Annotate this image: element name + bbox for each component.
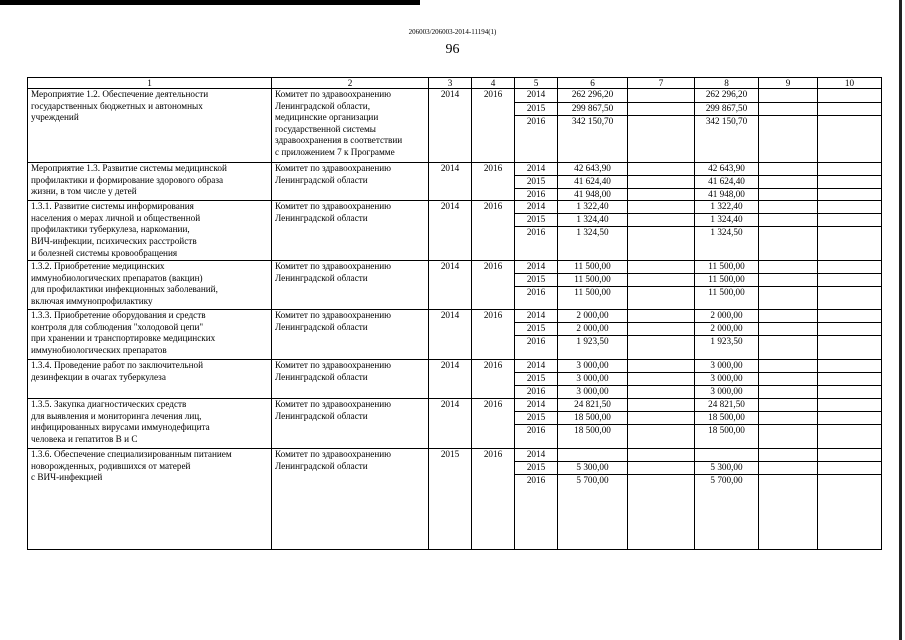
description-line: человека и гепатитов В и С <box>31 433 138 444</box>
col7-value <box>628 323 695 336</box>
col8-value: 11 500,00 <box>695 274 759 287</box>
col8-value: 1 324,40 <box>695 214 759 227</box>
executor-line: Ленинградской области <box>275 410 368 421</box>
col9-value <box>759 475 818 550</box>
col10-value <box>818 201 882 214</box>
executor-line: Комитет по здравоохранению <box>275 201 392 212</box>
description-line: 1.3.6. Обеспечение специализированным питанием <box>31 449 232 460</box>
year: 2014 <box>515 89 558 103</box>
description-line: 1.3.5. Закупка диагностических средств <box>31 399 187 410</box>
year: 2014 <box>515 261 558 274</box>
col8-value: 1 322,40 <box>695 201 759 214</box>
col10-value <box>818 360 882 373</box>
col9-value <box>759 201 818 214</box>
executor-line: Ленинградской области, <box>275 100 371 111</box>
executor <box>272 449 429 550</box>
description-line: Мероприятие 1.3. Развитие системы медицинской <box>31 163 227 173</box>
description-line: 1.3.1. Развитие системы информирования <box>31 201 194 212</box>
table-row <box>28 163 882 176</box>
start-year: 2014 <box>429 310 472 360</box>
col10-value <box>818 176 882 189</box>
col10-value <box>818 274 882 287</box>
col9-value <box>759 412 818 425</box>
year: 2016 <box>515 188 558 201</box>
total-amount: 42 643,90 <box>558 163 628 176</box>
col8-value: 1 923,50 <box>695 336 759 360</box>
scan-top-edge <box>0 0 420 5</box>
col8-value: 2 000,00 <box>695 323 759 336</box>
start-year: 2015 <box>429 449 472 550</box>
col9-value <box>759 373 818 386</box>
column-header: 4 <box>472 78 515 89</box>
description-line: иммунобиологических препаратов (вакцин) <box>31 272 203 283</box>
col10-value <box>818 163 882 176</box>
description-line: для профилактики инфекционных заболеваний, <box>31 284 218 295</box>
col9-value <box>759 261 818 274</box>
executor-line: Комитет по здравоохранению <box>275 449 392 460</box>
col7-value <box>628 89 695 103</box>
col9-value <box>759 274 818 287</box>
col10-value <box>818 103 882 116</box>
col9-value <box>759 89 818 103</box>
year: 2014 <box>515 163 558 176</box>
col9-value <box>759 425 818 449</box>
year: 2014 <box>515 310 558 323</box>
column-header: 10 <box>818 78 882 89</box>
document-id: 206003/206003-2014-11194(1) <box>408 28 497 36</box>
total-amount: 11 500,00 <box>558 274 628 287</box>
executor-line: Ленинградской области <box>275 460 368 471</box>
column-header: 2 <box>272 78 429 89</box>
description-line: профилактики и формирование здорового образа <box>31 174 224 185</box>
activity-description <box>28 399 272 449</box>
total-amount: 1 322,40 <box>558 201 628 214</box>
page-number: 96 <box>445 42 460 57</box>
col9-value <box>759 103 818 116</box>
col7-value <box>628 103 695 116</box>
col8-value: 1 324,50 <box>695 227 759 261</box>
col9-value <box>759 227 818 261</box>
col7-value <box>628 373 695 386</box>
col7-value <box>628 449 695 462</box>
col8-value: 11 500,00 <box>695 287 759 310</box>
executor <box>272 89 429 163</box>
end-year: 2016 <box>472 310 515 360</box>
year: 2016 <box>515 287 558 310</box>
col7-value <box>628 163 695 176</box>
column-header: 3 <box>429 78 472 89</box>
col8-value: 262 296,20 <box>695 89 759 103</box>
column-header: 7 <box>628 78 695 89</box>
year: 2015 <box>515 462 558 475</box>
activity-description <box>28 163 272 201</box>
executor-line: Ленинградской области <box>275 371 368 382</box>
start-year: 2014 <box>429 89 472 163</box>
end-year: 2016 <box>472 201 515 261</box>
start-year: 2014 <box>429 360 472 399</box>
total-amount: 1 324,50 <box>558 227 628 261</box>
col7-value <box>628 399 695 412</box>
total-amount: 24 821,50 <box>558 399 628 412</box>
executor-line: Комитет по здравоохранению <box>275 399 392 410</box>
year: 2014 <box>515 360 558 373</box>
end-year: 2016 <box>472 163 515 201</box>
col9-value <box>759 336 818 360</box>
executor <box>272 261 429 310</box>
col10-value <box>818 399 882 412</box>
col9-value <box>759 386 818 399</box>
col10-value <box>818 310 882 323</box>
col8-value: 5 700,00 <box>695 475 759 550</box>
col7-value <box>628 386 695 399</box>
scan-right-edge <box>899 0 902 640</box>
col10-value <box>818 412 882 425</box>
description-line: 1.3.3. Приобретение оборудования и средств <box>31 310 206 321</box>
col7-value <box>628 227 695 261</box>
executor-line: Комитет по здравоохранению <box>275 89 392 99</box>
col10-value <box>818 287 882 310</box>
total-amount: 11 500,00 <box>558 287 628 310</box>
col7-value <box>628 425 695 449</box>
activity-description <box>28 360 272 399</box>
year: 2015 <box>515 274 558 287</box>
description-line: инфицированных вирусами иммунодефицита <box>31 422 210 433</box>
col7-value <box>628 261 695 274</box>
executor <box>272 360 429 399</box>
col9-value <box>759 360 818 373</box>
executor-line: Ленинградской области <box>275 272 368 283</box>
col7-value <box>628 475 695 550</box>
year: 2016 <box>515 336 558 360</box>
year: 2015 <box>515 176 558 189</box>
executor-line: Ленинградской области <box>275 321 368 332</box>
description-line: государственных бюджетных и автономных <box>31 100 203 111</box>
col9-value <box>759 188 818 201</box>
table-row <box>28 310 882 323</box>
description-line: для выявления и мониторинга лечения лиц, <box>31 410 202 421</box>
col10-value <box>818 214 882 227</box>
header-row <box>28 78 882 89</box>
col10-value <box>818 89 882 103</box>
description-line: дезинфекции в очагах туберкулеза <box>31 371 166 382</box>
total-amount: 5 300,00 <box>558 462 628 475</box>
end-year: 2016 <box>472 449 515 550</box>
table-row <box>28 261 882 274</box>
executor-line: с приложением 7 к Программе <box>275 146 395 157</box>
total-amount: 299 867,50 <box>558 103 628 116</box>
total-amount: 3 000,00 <box>558 373 628 386</box>
col8-value: 2 000,00 <box>695 310 759 323</box>
col7-value <box>628 116 695 163</box>
total-amount: 2 000,00 <box>558 323 628 336</box>
end-year: 2016 <box>472 89 515 163</box>
description-line: при хранении и транспортировке медицинских <box>31 333 216 344</box>
executor <box>272 201 429 261</box>
description-line: включая иммунопрофилактику <box>31 295 153 306</box>
total-amount: 2 000,00 <box>558 310 628 323</box>
col10-value <box>818 462 882 475</box>
executor-line: медицинские организации <box>275 112 379 123</box>
executor-line: здравоохранения в соответствии <box>275 135 403 146</box>
year: 2016 <box>515 386 558 399</box>
col9-value <box>759 163 818 176</box>
end-year: 2016 <box>472 360 515 399</box>
col9-value <box>759 399 818 412</box>
col8-value: 3 000,00 <box>695 386 759 399</box>
col10-value <box>818 116 882 163</box>
col10-value <box>818 386 882 399</box>
col8-value: 3 000,00 <box>695 360 759 373</box>
description-line: ВИЧ-инфекции, психических расстройств <box>31 235 197 246</box>
description-line: новорожденных, родившихся от матерей <box>31 460 191 471</box>
year: 2014 <box>515 399 558 412</box>
col8-value: 18 500,00 <box>695 425 759 449</box>
end-year: 2016 <box>472 399 515 449</box>
total-amount: 1 923,50 <box>558 336 628 360</box>
executor-line: Комитет по здравоохранению <box>275 261 392 272</box>
col9-value <box>759 176 818 189</box>
activity-description <box>28 449 272 550</box>
col7-value <box>628 287 695 310</box>
total-amount: 3 000,00 <box>558 360 628 373</box>
col9-value <box>759 462 818 475</box>
description-line: иммунобиологических препаратов <box>31 344 167 355</box>
col9-value <box>759 323 818 336</box>
year: 2014 <box>515 449 558 462</box>
activity-description <box>28 261 272 310</box>
start-year: 2014 <box>429 201 472 261</box>
year: 2016 <box>515 227 558 261</box>
col7-value <box>628 214 695 227</box>
year: 2016 <box>515 425 558 449</box>
col10-value <box>818 323 882 336</box>
program-table <box>27 77 882 550</box>
description-line: контроля для соблюдения "холодовой цепи" <box>31 321 204 332</box>
col7-value <box>628 274 695 287</box>
col9-value <box>759 214 818 227</box>
table-row <box>28 449 882 462</box>
table-row <box>28 399 882 412</box>
executor <box>272 310 429 360</box>
col8-value: 342 150,70 <box>695 116 759 163</box>
start-year: 2014 <box>429 399 472 449</box>
activity-description <box>28 310 272 360</box>
total-amount: 3 000,00 <box>558 386 628 399</box>
col7-value <box>628 201 695 214</box>
total-amount: 5 700,00 <box>558 475 628 550</box>
col10-value <box>818 227 882 261</box>
total-amount: 18 500,00 <box>558 425 628 449</box>
col10-value <box>818 336 882 360</box>
col10-value <box>818 475 882 550</box>
executor-line: Комитет по здравоохранению <box>275 310 392 321</box>
column-header: 8 <box>695 78 759 89</box>
col7-value <box>628 462 695 475</box>
year: 2016 <box>515 116 558 163</box>
column-header: 6 <box>558 78 628 89</box>
col7-value <box>628 188 695 201</box>
col8-value: 18 500,00 <box>695 412 759 425</box>
col9-value <box>759 287 818 310</box>
description-line: 1.3.4. Проведение работ по заключительной <box>31 360 204 371</box>
description-line: учреждений <box>31 112 79 123</box>
col8-value: 41 948,00 <box>695 188 759 201</box>
description-line: 1.3.2. Приобретение медицинских <box>31 261 165 272</box>
total-amount <box>558 449 628 462</box>
total-amount: 41 948,00 <box>558 188 628 201</box>
total-amount: 11 500,00 <box>558 261 628 274</box>
start-year: 2014 <box>429 261 472 310</box>
executor <box>272 163 429 201</box>
table-row <box>28 201 882 214</box>
year: 2016 <box>515 475 558 550</box>
col8-value: 3 000,00 <box>695 373 759 386</box>
executor-line: Ленинградской области <box>275 174 368 185</box>
total-amount: 41 624,40 <box>558 176 628 189</box>
year: 2014 <box>515 201 558 214</box>
col9-value <box>759 116 818 163</box>
year: 2015 <box>515 323 558 336</box>
col7-value <box>628 360 695 373</box>
col8-value <box>695 449 759 462</box>
col8-value: 5 300,00 <box>695 462 759 475</box>
col10-value <box>818 425 882 449</box>
column-header: 9 <box>759 78 818 89</box>
total-amount: 342 150,70 <box>558 116 628 163</box>
executor <box>272 399 429 449</box>
col9-value <box>759 310 818 323</box>
total-amount: 262 296,20 <box>558 89 628 103</box>
column-header: 1 <box>28 78 272 89</box>
col7-value <box>628 412 695 425</box>
description-line: и болезней системы кровообращения <box>31 247 178 258</box>
col8-value: 299 867,50 <box>695 103 759 116</box>
executor-line: Ленинградской области <box>275 212 368 223</box>
table-row <box>28 360 882 373</box>
description-line: населения о мерах личной и общественной <box>31 212 201 223</box>
description-line: с ВИЧ-инфекцией <box>31 472 103 483</box>
year: 2015 <box>515 412 558 425</box>
col9-value <box>759 449 818 462</box>
column-header: 5 <box>515 78 558 89</box>
col10-value <box>818 261 882 274</box>
col8-value: 41 624,40 <box>695 176 759 189</box>
start-year: 2014 <box>429 163 472 201</box>
table-row <box>28 89 882 103</box>
executor-line: Комитет по здравоохранению <box>275 360 392 371</box>
col7-value <box>628 310 695 323</box>
activity-description <box>28 89 272 163</box>
description-line: Мероприятие 1.2. Обеспечение деятельности <box>31 89 209 99</box>
year: 2015 <box>515 373 558 386</box>
col7-value <box>628 336 695 360</box>
col8-value: 11 500,00 <box>695 261 759 274</box>
total-amount: 1 324,40 <box>558 214 628 227</box>
col10-value <box>818 449 882 462</box>
description-line: профилактики туберкулеза, наркомании, <box>31 224 190 235</box>
activity-description <box>28 201 272 261</box>
year: 2015 <box>515 103 558 116</box>
description-line: жизни, в том числе у детей <box>31 186 137 197</box>
col10-value <box>818 188 882 201</box>
end-year: 2016 <box>472 261 515 310</box>
year: 2015 <box>515 214 558 227</box>
executor-line: Комитет по здравоохранению <box>275 163 392 173</box>
col7-value <box>628 176 695 189</box>
col10-value <box>818 373 882 386</box>
col8-value: 24 821,50 <box>695 399 759 412</box>
executor-line: государственной системы <box>275 123 376 134</box>
col8-value: 42 643,90 <box>695 163 759 176</box>
total-amount: 18 500,00 <box>558 412 628 425</box>
